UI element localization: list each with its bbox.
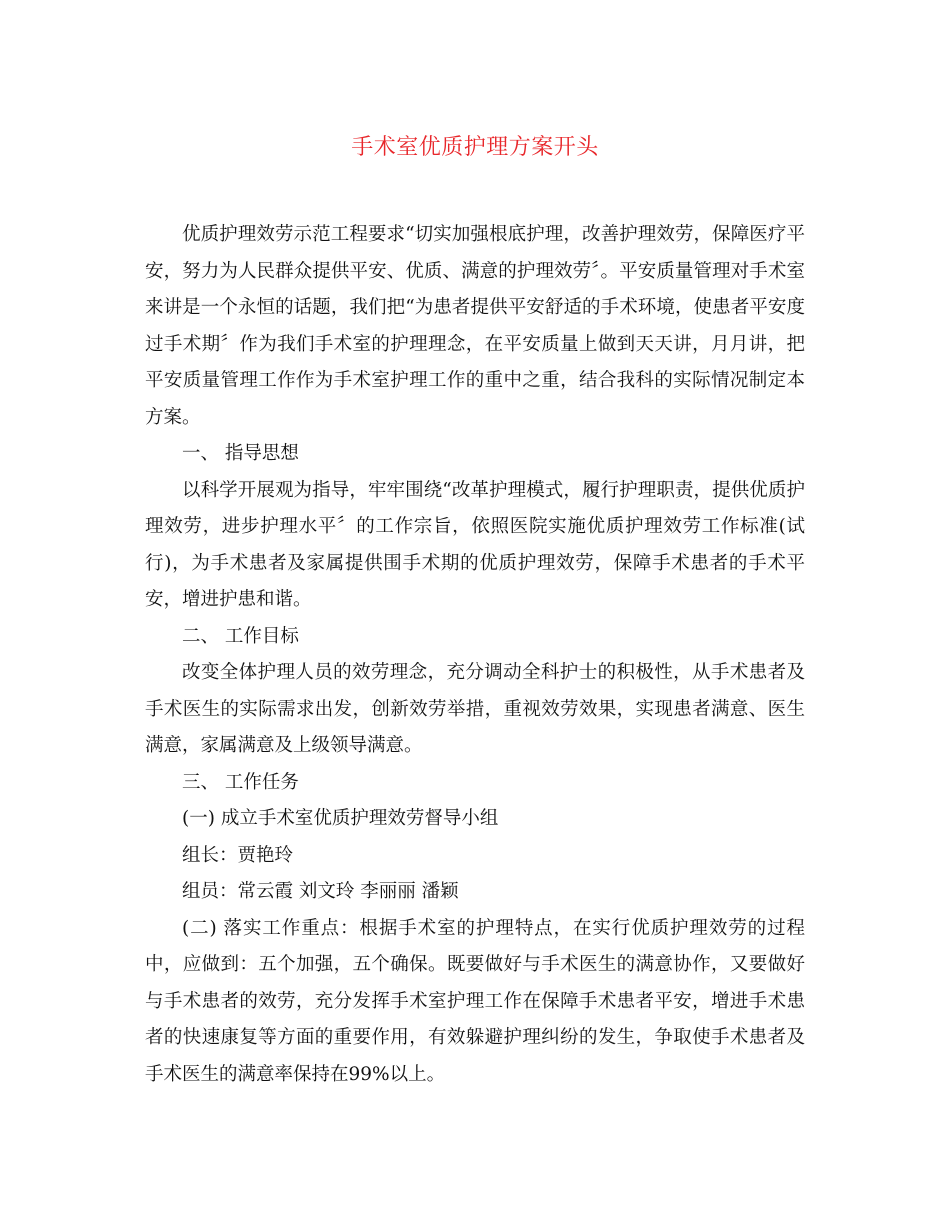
- paragraph-work-goals: 改变全体护理人员的效劳理念，充分调动全科护士的积极性，从手术患者及手术医生的实际需求出发，创新效劳举措，重视效劳效果，实现患者满意、医生满意，家属满意及上级领导满意。: [145, 662, 805, 756]
- document-title: 手术室优质护理方案开头: [351, 135, 599, 160]
- paragraph-intro: 优质护理效劳示范工程要求“切实加强根底护理，改善护理效劳，保障医疗平安，努力为人民群众提供平安、优质、满意的护理效劳〞。平安质量管理对手术室来讲是一个永恒的话题，我们把“为患者提供平安舒适的手术环境，使患者平安度过手术期〞作为我们手术室的护理理念，在平安质量上做到天天讲，月月讲，把平安质量管理工作作为手术室护理工作的重中之重，结合我科的实际情况制定本方案。: [145, 224, 805, 428]
- paragraph-work-focus: (二) 落实工作重点：根据手术室的护理特点，在实行优质护理效劳的过程中，应做到：五个加强，五个确保。既要做好与手术医生的满意协作，又要做好与手术患者的效劳，充分发挥手术室护理工作在保障手术患者平安，增进手术患者的快速康复等方面的重要作用，有效躲避护理纠纷的发生，争取使手术患者及手术医生的满意率保持在99%以上。: [145, 917, 805, 1085]
- subsection-heading-supervision-group: (一) 成立手术室优质护理效劳督导小组: [182, 808, 499, 829]
- section-heading-work-goals: 二、 工作目标: [182, 625, 299, 647]
- group-leader-line: 组长：贾艳玲: [182, 844, 294, 866]
- document-body: [145, 217, 805, 1093]
- section-heading-guiding-ideology: 一、 指导思想: [182, 443, 299, 464]
- group-members-line: 组员：常云霞 刘文玲 李丽丽 潘颖: [182, 881, 459, 902]
- paragraph-guiding-ideology: 以科学开展观为指导，牢牢围绕“改革护理模式，履行护理职责，提供优质护理效劳，进步护理水平〞的工作宗旨，依照医院实施优质护理效劳工作标准(试行)，为手术患者及家属提供围手术期的优质护理效劳，保障手术患者的手术平安，增进护患和谐。: [145, 479, 805, 610]
- section-heading-work-tasks: 三、 工作任务: [182, 771, 299, 793]
